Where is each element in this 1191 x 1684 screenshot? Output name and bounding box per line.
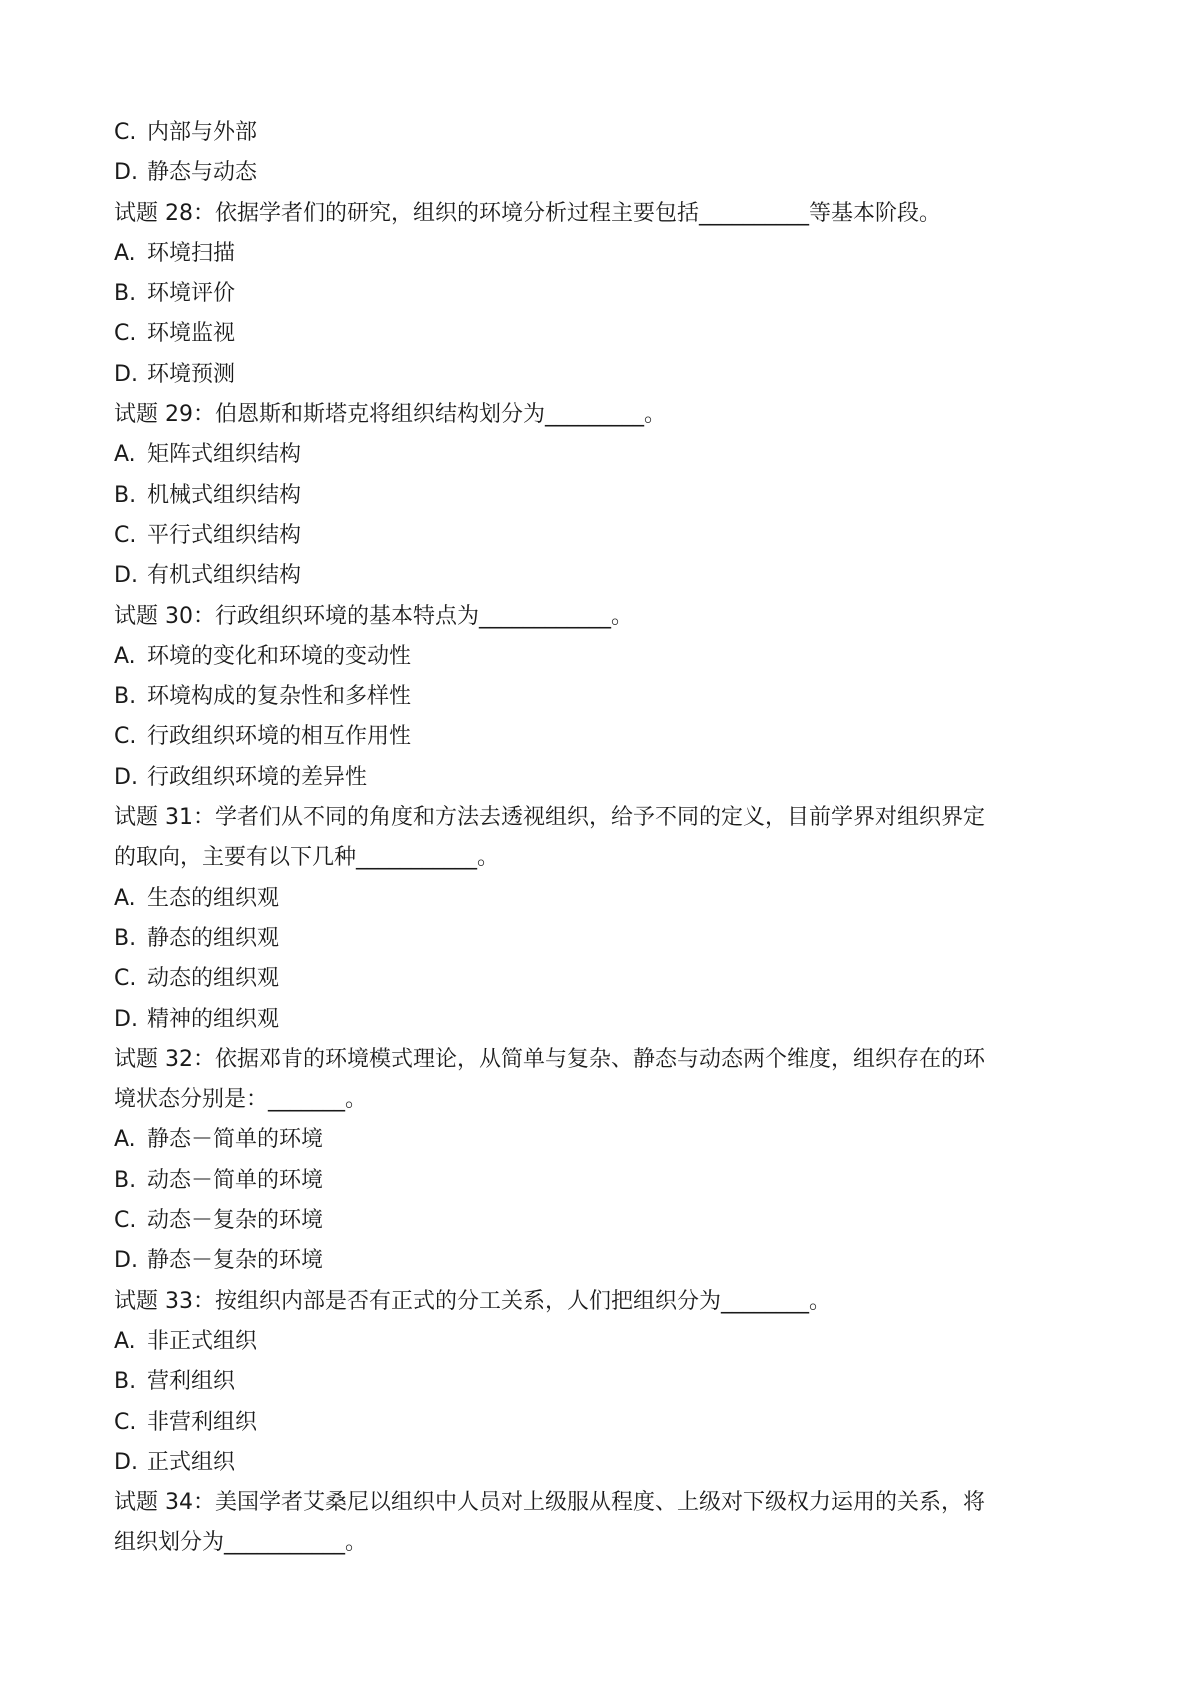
answer-option [114, 153, 1074, 193]
option-text: 环境监视 [147, 321, 236, 347]
answer-option [114, 1322, 1074, 1362]
answer-option [114, 1403, 1074, 1443]
answer-option [114, 556, 1074, 596]
option-text: 环境构成的复杂性和多样性 [147, 684, 412, 710]
question-text [114, 838, 1074, 878]
option-letter: B. [114, 1369, 137, 1395]
answer-option [114, 113, 1074, 153]
option-letter: D. [114, 1248, 138, 1274]
option-letter: C. [114, 522, 137, 548]
answer-option [114, 476, 1074, 516]
question-line: 试题 30：行政组织环境的基本特点为____________。 [114, 603, 633, 629]
question-text [114, 1483, 1074, 1523]
option-letter: B. [114, 684, 137, 710]
option-text: 行政组织环境的差异性 [147, 764, 368, 790]
question-text [114, 1523, 1074, 1563]
option-letter: B. [114, 1167, 137, 1193]
answer-option [114, 717, 1074, 757]
question-line: 试题 34：美国学者艾桑尼以组织中人员对上级服从程度、上级对下级权力运用的关系，将 [114, 1490, 985, 1516]
question-line: 试题 33：按组织内部是否有正式的分工关系，人们把组织分为________。 [114, 1288, 831, 1314]
option-letter: A. [114, 1127, 136, 1153]
option-letter: C. [114, 966, 137, 992]
option-letter: C. [114, 1409, 137, 1435]
option-text: 营利组织 [147, 1369, 236, 1395]
option-letter: C. [114, 120, 137, 145]
option-letter: D. [114, 1006, 138, 1032]
option-text: 精神的组织观 [147, 1006, 280, 1032]
option-letter: C. [114, 321, 137, 347]
option-text: 平行式组织结构 [147, 522, 302, 548]
question-text [114, 194, 1074, 234]
answer-option [114, 1443, 1074, 1483]
answer-option [114, 1000, 1074, 1040]
option-letter: C. [114, 1208, 137, 1234]
answer-option [114, 879, 1074, 919]
answer-option [114, 1201, 1074, 1241]
option-letter: A. [114, 643, 136, 669]
option-letter: D. [114, 160, 138, 186]
option-text: 环境的变化和环境的变动性 [147, 643, 412, 669]
option-letter: C. [114, 724, 137, 750]
option-text: 内部与外部 [147, 120, 258, 145]
answer-option [114, 1241, 1074, 1281]
option-text: 行政组织环境的相互作用性 [147, 724, 412, 750]
option-letter: A. [114, 240, 136, 266]
question-text [114, 597, 1074, 637]
answer-option [114, 959, 1074, 999]
option-text: 机械式组织结构 [147, 482, 302, 508]
question-text [114, 1282, 1074, 1322]
question-text [114, 1040, 1074, 1080]
option-text: 环境扫描 [147, 240, 236, 266]
question-line: 试题 32：依据邓肯的环境模式理论，从简单与复杂、静态与动态两个维度，组织存在的环 [114, 1046, 985, 1072]
question-line: 试题 29：伯恩斯和斯塔克将组织结构划分为_________。 [114, 402, 666, 428]
option-text: 动态－简单的环境 [147, 1167, 324, 1193]
question-list [114, 113, 1074, 1564]
option-text: 动态的组织观 [147, 966, 280, 992]
option-text: 生态的组织观 [147, 885, 280, 911]
option-text: 非正式组织 [147, 1328, 258, 1354]
question-text [114, 1080, 1074, 1120]
option-letter: A. [114, 885, 136, 911]
option-text: 静态－复杂的环境 [147, 1248, 324, 1274]
question-line: 试题 28：依据学者们的研究，组织的环境分析过程主要包括__________等基本阶段。 [114, 200, 941, 226]
option-letter: A. [114, 442, 136, 468]
option-text: 静态－简单的环境 [147, 1127, 324, 1153]
option-text: 矩阵式组织结构 [147, 442, 302, 468]
option-text: 环境预测 [147, 361, 236, 387]
option-text: 正式组织 [147, 1449, 236, 1475]
question-line: 组织划分为___________。 [114, 1530, 368, 1556]
option-text: 静态的组织观 [147, 925, 280, 951]
answer-option [114, 919, 1074, 959]
option-letter: B. [114, 281, 137, 307]
option-letter: D. [114, 361, 138, 387]
answer-option [114, 1362, 1074, 1402]
option-text: 环境评价 [147, 281, 236, 307]
answer-option [114, 637, 1074, 677]
option-letter: D. [114, 764, 138, 790]
question-line: 境状态分别是：_______。 [114, 1087, 368, 1113]
question-text [114, 798, 1074, 838]
option-letter: D. [114, 563, 138, 589]
answer-option [114, 758, 1074, 798]
answer-option [114, 355, 1074, 395]
option-text: 有机式组织结构 [147, 563, 302, 589]
answer-option [114, 274, 1074, 314]
option-text: 非营利组织 [147, 1409, 258, 1435]
question-line: 试题 31：学者们从不同的角度和方法去透视组织，给予不同的定义，目前学界对组织界定 [114, 805, 985, 831]
answer-option [114, 314, 1074, 354]
option-letter: A. [114, 1328, 136, 1354]
option-letter: B. [114, 482, 137, 508]
option-letter: B. [114, 925, 137, 951]
option-text: 静态与动态 [147, 160, 258, 186]
question-line: 的取向，主要有以下几种___________。 [114, 845, 500, 871]
option-letter: D. [114, 1449, 138, 1475]
answer-option [114, 677, 1074, 717]
answer-option [114, 435, 1074, 475]
answer-option [114, 1120, 1074, 1160]
answer-option [114, 1161, 1074, 1201]
answer-option [114, 516, 1074, 556]
question-text [114, 395, 1074, 435]
option-text: 动态－复杂的环境 [147, 1208, 324, 1234]
answer-option [114, 234, 1074, 274]
